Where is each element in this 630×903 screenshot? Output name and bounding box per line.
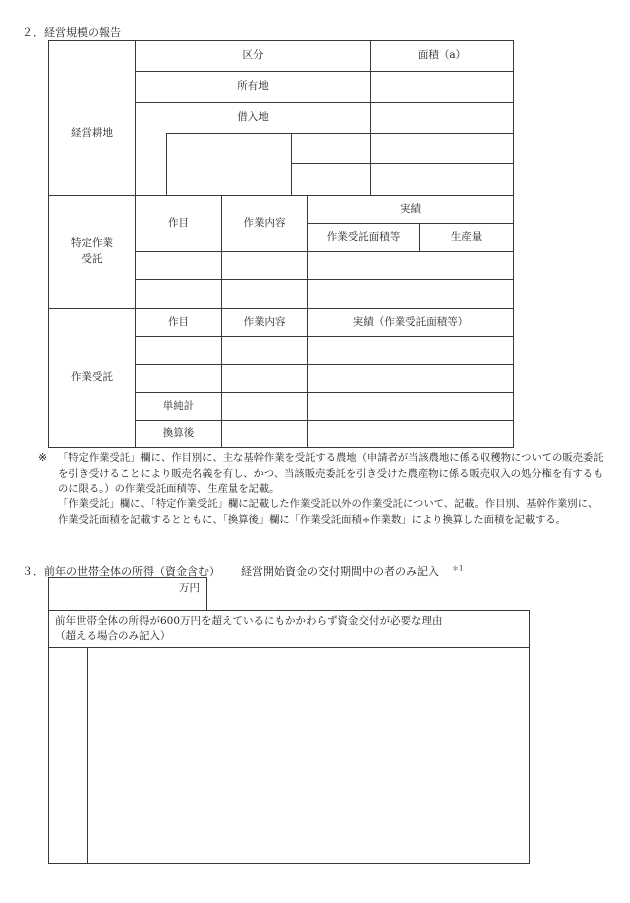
note-paragraph-2: 「作業受託」欄に、「特定作業受託」欄に記載した作業受託以外の作業受託について、記載。作目別、基幹作業別に、作業受託面積を記載するとともに、「換算後」欄に「作業受託面積÷作業数」により換算した面積を記載する。 <box>58 498 599 526</box>
section3-title: ３．前年の世帯全体の所得（資金含む） <box>22 565 220 578</box>
section2-heading: ２．経営規模の報告 <box>22 26 121 39</box>
work-contract-group-label: 作業受託 <box>71 371 113 384</box>
work-col-results: 実績（作業受託面積等） <box>352 315 469 328</box>
specific-col-work: 作業内容 <box>243 216 286 229</box>
specific-sub-production: 生産量 <box>450 230 483 243</box>
income-unit: 万円 <box>179 582 200 594</box>
row-simple-total: 単純計 <box>162 399 195 412</box>
specific-col-crop: 作目 <box>168 216 189 229</box>
income-field[interactable] <box>48 577 207 611</box>
row-owned-land: 所有地 <box>237 80 269 93</box>
work-col-work: 作業内容 <box>243 315 286 328</box>
note-paragraph-1: 「特定作業受託」欄に、作目別に、主な基幹作業を受託する農地（申請者が当該農地に係る収穫物についての販売委託を引き受けることにより販売名義を有し、かつ、当該販売委託を引き受けた農産物に係る販売収入の処分権を有するものに限る。）の作業受託面積等、生産量を記載。 <box>58 452 604 496</box>
reason-label: 前年世帯全体の所得が600万円を超えているにもかかわらず資金交付が必要な理由 （超える場合のみ記入） <box>55 615 443 642</box>
farmland-group-label: 経営耕地 <box>71 126 113 139</box>
row-converted: 換算後 <box>162 427 195 440</box>
work-col-crop: 作目 <box>168 315 189 328</box>
header-category: 区分 <box>242 49 264 62</box>
reason-input[interactable] <box>88 648 529 863</box>
specific-sub-area: 作業受託面積等 <box>326 230 401 243</box>
row-leased-land: 借入地 <box>237 111 269 124</box>
specific-work-group-label: 特定作業 受託 <box>71 237 113 265</box>
section3-subheading: 経営開始資金の交付期間中の者のみ記入 <box>241 565 439 578</box>
note-mark: ※ <box>38 451 48 464</box>
specific-col-results: 実績 <box>400 202 421 215</box>
header-area: 面積（a） <box>417 49 467 62</box>
footnote-mark: ＊1 <box>452 564 464 573</box>
reason-box <box>48 610 530 864</box>
